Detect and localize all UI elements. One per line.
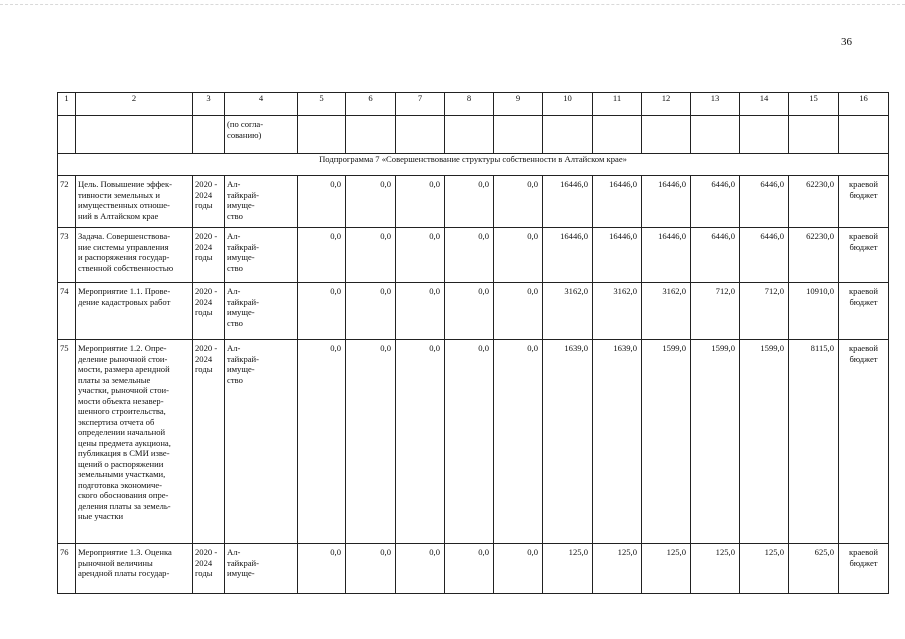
funding-source: краевой бюджет bbox=[839, 340, 889, 544]
value-cell: 0,0 bbox=[396, 283, 445, 340]
executor-cell: Ал- тайкрай- имуще- ство bbox=[225, 228, 298, 283]
col-header: 15 bbox=[789, 93, 839, 116]
col-header: 9 bbox=[494, 93, 543, 116]
value-cell: 0,0 bbox=[445, 228, 494, 283]
value-cell: 0,0 bbox=[396, 340, 445, 544]
value-cell: 16446,0 bbox=[543, 176, 593, 228]
col-header: 13 bbox=[691, 93, 740, 116]
col-header: 12 bbox=[642, 93, 691, 116]
value-cell: 0,0 bbox=[298, 228, 346, 283]
value-cell: 0,0 bbox=[494, 283, 543, 340]
value-cell: 0,0 bbox=[445, 176, 494, 228]
executor-cell: Ал- тайкрай- имуще- ство bbox=[225, 340, 298, 544]
value-cell: 3162,0 bbox=[593, 283, 642, 340]
value-cell: 1639,0 bbox=[593, 340, 642, 544]
value-cell: 1599,0 bbox=[740, 340, 789, 544]
period-cell: 2020 - 2024 годы bbox=[193, 228, 225, 283]
value-cell: 16446,0 bbox=[543, 228, 593, 283]
period-cell: 2020 - 2024 годы bbox=[193, 340, 225, 544]
value-cell: 62230,0 bbox=[789, 228, 839, 283]
value-cell: 712,0 bbox=[691, 283, 740, 340]
period-cell: 2020 - 2024 годы bbox=[193, 176, 225, 228]
value-cell: 0,0 bbox=[396, 176, 445, 228]
row-number: 75 bbox=[58, 340, 76, 544]
value-cell: 16446,0 bbox=[593, 228, 642, 283]
value-cell: 0,0 bbox=[494, 340, 543, 544]
col-header: 3 bbox=[193, 93, 225, 116]
col-header: 10 bbox=[543, 93, 593, 116]
value-cell: 0,0 bbox=[346, 283, 396, 340]
activity-name: Мероприятие 1.3. Оценка рыночной величины арендной платы государ- bbox=[76, 544, 193, 594]
value-cell: 0,0 bbox=[445, 283, 494, 340]
budget-table bbox=[57, 92, 889, 594]
col-header: 14 bbox=[740, 93, 789, 116]
value-cell: 625,0 bbox=[789, 544, 839, 594]
funding-source: краевой бюджет bbox=[839, 228, 889, 283]
value-cell: 1639,0 bbox=[543, 340, 593, 544]
period-cell: 2020 - 2024 годы bbox=[193, 283, 225, 340]
value-cell: 8115,0 bbox=[789, 340, 839, 544]
value-cell: 125,0 bbox=[543, 544, 593, 594]
row-number: 72 bbox=[58, 176, 76, 228]
funding-source: краевой бюджет bbox=[839, 176, 889, 228]
value-cell: 16446,0 bbox=[642, 228, 691, 283]
value-cell: 0,0 bbox=[396, 544, 445, 594]
value-cell: 0,0 bbox=[346, 176, 396, 228]
page-number: 36 bbox=[841, 36, 852, 48]
col-header: 5 bbox=[298, 93, 346, 116]
value-cell: 0,0 bbox=[346, 340, 396, 544]
value-cell: 0,0 bbox=[445, 544, 494, 594]
continuation-note: (по согла- сованию) bbox=[225, 116, 298, 154]
value-cell: 3162,0 bbox=[543, 283, 593, 340]
value-cell: 125,0 bbox=[593, 544, 642, 594]
value-cell: 0,0 bbox=[494, 228, 543, 283]
executor-cell: Ал- тайкрай- имуще- ство bbox=[225, 176, 298, 228]
continuation-row bbox=[58, 116, 889, 154]
activity-name: Задача. Совершенствова- ние системы управления и распоряжения государ- ственной собственностью bbox=[76, 228, 193, 283]
value-cell: 125,0 bbox=[642, 544, 691, 594]
value-cell: 3162,0 bbox=[642, 283, 691, 340]
value-cell: 1599,0 bbox=[691, 340, 740, 544]
value-cell: 0,0 bbox=[494, 176, 543, 228]
activity-name: Мероприятие 1.2. Опре- деление рыночной стои- мости, размера арендной платы за земельные участки, рыночной стои- мости объекта незавер- шенного строительства, экспертиза отчета об определении начальной цены предмета аукциона, публикация в СМИ изве- щений о распоряжении земельными участками, подготовка экономиче- ского обоснования опре- деления платы за земель- ные участки bbox=[76, 340, 193, 544]
period-cell: 2020 - 2024 годы bbox=[193, 544, 225, 594]
col-header: 6 bbox=[346, 93, 396, 116]
col-header: 11 bbox=[593, 93, 642, 116]
funding-source: краевой бюджет bbox=[839, 544, 889, 594]
row-number: 73 bbox=[58, 228, 76, 283]
value-cell: 1599,0 bbox=[642, 340, 691, 544]
col-header: 7 bbox=[396, 93, 445, 116]
value-cell: 0,0 bbox=[445, 340, 494, 544]
value-cell: 16446,0 bbox=[593, 176, 642, 228]
table-row bbox=[58, 176, 889, 228]
value-cell: 0,0 bbox=[298, 340, 346, 544]
subprogram-title: Подпрограмма 7 «Совершенствование структуры собственности в Алтайском крае» bbox=[58, 154, 889, 176]
executor-cell: Ал- тайкрай- имуще- bbox=[225, 544, 298, 594]
col-header: 2 bbox=[76, 93, 193, 116]
value-cell: 0,0 bbox=[298, 283, 346, 340]
value-cell: 712,0 bbox=[740, 283, 789, 340]
value-cell: 0,0 bbox=[396, 228, 445, 283]
value-cell: 10910,0 bbox=[789, 283, 839, 340]
table-row bbox=[58, 340, 889, 544]
value-cell: 6446,0 bbox=[740, 228, 789, 283]
funding-source: краевой бюджет bbox=[839, 283, 889, 340]
col-header: 4 bbox=[225, 93, 298, 116]
row-number: 74 bbox=[58, 283, 76, 340]
table-row bbox=[58, 283, 889, 340]
value-cell: 6446,0 bbox=[740, 176, 789, 228]
value-cell: 0,0 bbox=[494, 544, 543, 594]
executor-cell: Ал- тайкрай- имуще- ство bbox=[225, 283, 298, 340]
subprogram-row bbox=[58, 154, 889, 176]
scan-edge-line bbox=[0, 4, 905, 5]
col-header: 8 bbox=[445, 93, 494, 116]
value-cell: 0,0 bbox=[346, 544, 396, 594]
value-cell: 0,0 bbox=[346, 228, 396, 283]
col-header: 16 bbox=[839, 93, 889, 116]
value-cell: 0,0 bbox=[298, 544, 346, 594]
activity-name: Цель. Повышение эффек- тивности земельных и имущественных отноше- ний в Алтайском крае bbox=[76, 176, 193, 228]
value-cell: 16446,0 bbox=[642, 176, 691, 228]
value-cell: 62230,0 bbox=[789, 176, 839, 228]
value-cell: 6446,0 bbox=[691, 228, 740, 283]
value-cell: 125,0 bbox=[691, 544, 740, 594]
table-row bbox=[58, 228, 889, 283]
value-cell: 125,0 bbox=[740, 544, 789, 594]
activity-name: Мероприятие 1.1. Прове- дение кадастровых работ bbox=[76, 283, 193, 340]
header-row bbox=[58, 93, 889, 116]
col-header: 1 bbox=[58, 93, 76, 116]
table-row bbox=[58, 544, 889, 594]
value-cell: 6446,0 bbox=[691, 176, 740, 228]
value-cell: 0,0 bbox=[298, 176, 346, 228]
row-number: 76 bbox=[58, 544, 76, 594]
